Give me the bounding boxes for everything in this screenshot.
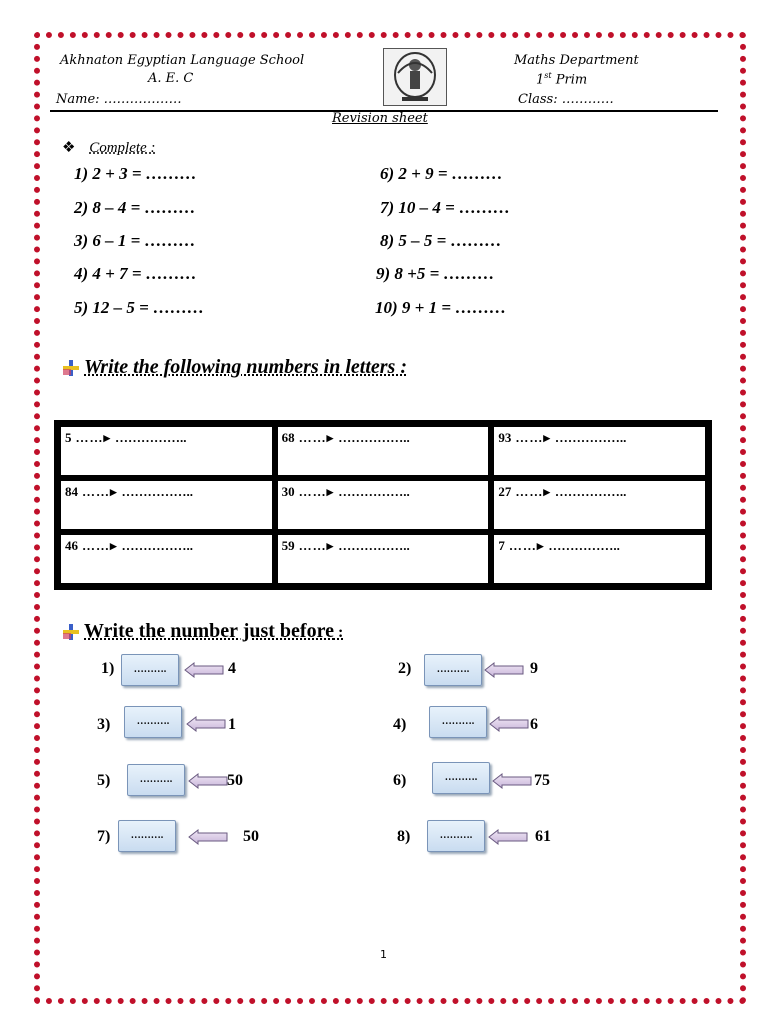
letters-cell[interactable]: 30 …… ▸ …………….. xyxy=(277,480,490,530)
before-label: 6) xyxy=(393,772,407,789)
answer-box[interactable]: ………. xyxy=(424,654,482,686)
sheet-title: Revision sheet xyxy=(332,111,428,126)
dotted-arrow-icon: …… ▸ xyxy=(515,430,551,446)
left-arrow-icon xyxy=(188,773,228,789)
dotted-arrow-icon: …… ▸ xyxy=(509,538,545,554)
before-label: 4) xyxy=(393,716,407,733)
school-logo xyxy=(383,48,447,106)
left-arrow-icon xyxy=(489,716,529,732)
question-2: 2) 8 – 4 = ……… xyxy=(74,198,196,217)
left-arrow-icon xyxy=(188,829,228,845)
department-name: Maths Department xyxy=(514,53,639,68)
name-field: Name: ……………… xyxy=(56,92,182,107)
question-10: 10) 9 + 1 = ……… xyxy=(375,298,507,317)
answer-box[interactable]: ………. xyxy=(118,820,176,852)
letters-cell[interactable]: 59 …… ▸ …………….. xyxy=(277,534,490,584)
given-number: 61 xyxy=(535,828,551,845)
before-label: 8) xyxy=(397,828,411,845)
answer-box[interactable]: ………. xyxy=(124,706,182,738)
before-label: 7) xyxy=(97,828,111,845)
letters-cell[interactable]: 46 …… ▸ …………….. xyxy=(60,534,273,584)
before-label: 5) xyxy=(97,772,111,789)
question-7: 7) 10 – 4 = ……… xyxy=(380,198,511,217)
question-5: 5) 12 – 5 = ……… xyxy=(74,298,205,317)
letters-cell[interactable]: 93 …… ▸ …………….. xyxy=(493,426,706,476)
letters-cell[interactable]: 68 …… ▸ …………….. xyxy=(277,426,490,476)
school-name: Akhnaton Egyptian Language School xyxy=(60,53,305,68)
pharaoh-emblem-icon xyxy=(384,49,446,105)
given-number: 9 xyxy=(530,660,538,677)
dotted-arrow-icon: …… ▸ xyxy=(76,430,112,446)
question-1: 1) 2 + 3 = ……… xyxy=(74,164,197,183)
page-number: 1 xyxy=(380,948,387,961)
left-arrow-icon xyxy=(484,662,524,678)
left-arrow-icon xyxy=(492,773,532,789)
letters-cell[interactable]: 27 …… ▸ …………….. xyxy=(493,480,706,530)
answer-box[interactable]: ………. xyxy=(429,706,487,738)
left-arrow-icon xyxy=(488,829,528,845)
dotted-arrow-icon: …… ▸ xyxy=(299,484,335,500)
letters-table xyxy=(54,420,712,590)
before-heading: Write the number just before : xyxy=(62,620,343,643)
answer-box[interactable]: ………. xyxy=(121,654,179,686)
answer-box[interactable]: ………. xyxy=(127,764,185,796)
given-number: 50 xyxy=(227,772,243,789)
dotted-arrow-icon: …… ▸ xyxy=(515,484,551,500)
given-number: 4 xyxy=(228,660,236,677)
given-number: 75 xyxy=(534,772,550,789)
question-9: 9) 8 +5 = ……… xyxy=(376,264,495,283)
given-number: 6 xyxy=(530,716,538,733)
dotted-arrow-icon: …… ▸ xyxy=(299,538,335,554)
diamond-bullet-icon: ❖ xyxy=(62,140,76,156)
left-arrow-icon xyxy=(184,662,224,678)
complete-heading: ❖ Complete : xyxy=(62,140,156,156)
before-label: 2) xyxy=(398,660,412,677)
before-label: 3) xyxy=(97,716,111,733)
cross-bullet-icon xyxy=(62,623,80,641)
question-4: 4) 4 + 7 = ……… xyxy=(74,264,197,283)
letters-cell[interactable]: 5 …… ▸ …………….. xyxy=(60,426,273,476)
school-abbr: A. E. C xyxy=(148,71,194,86)
cross-bullet-icon xyxy=(62,359,80,377)
before-label: 1) xyxy=(101,660,115,677)
dotted-arrow-icon: …… ▸ xyxy=(299,430,335,446)
question-8: 8) 5 – 5 = ……… xyxy=(380,231,502,250)
grade-label: 1st Prim xyxy=(536,71,588,88)
dotted-arrow-icon: …… ▸ xyxy=(82,538,118,554)
class-field: Class: ………… xyxy=(518,92,614,107)
letters-heading: Write the following numbers in letters : xyxy=(62,356,407,379)
answer-box[interactable]: ………. xyxy=(432,762,490,794)
given-number: 1 xyxy=(228,716,236,733)
answer-box[interactable]: ………. xyxy=(427,820,485,852)
dotted-arrow-icon: …… ▸ xyxy=(82,484,118,500)
letters-cell[interactable]: 7 …… ▸ …………….. xyxy=(493,534,706,584)
left-arrow-icon xyxy=(186,716,226,732)
letters-cell[interactable]: 84 …… ▸ …………….. xyxy=(60,480,273,530)
question-6: 6) 2 + 9 = ……… xyxy=(380,164,503,183)
question-3: 3) 6 – 1 = ……… xyxy=(74,231,196,250)
given-number: 50 xyxy=(243,828,259,845)
